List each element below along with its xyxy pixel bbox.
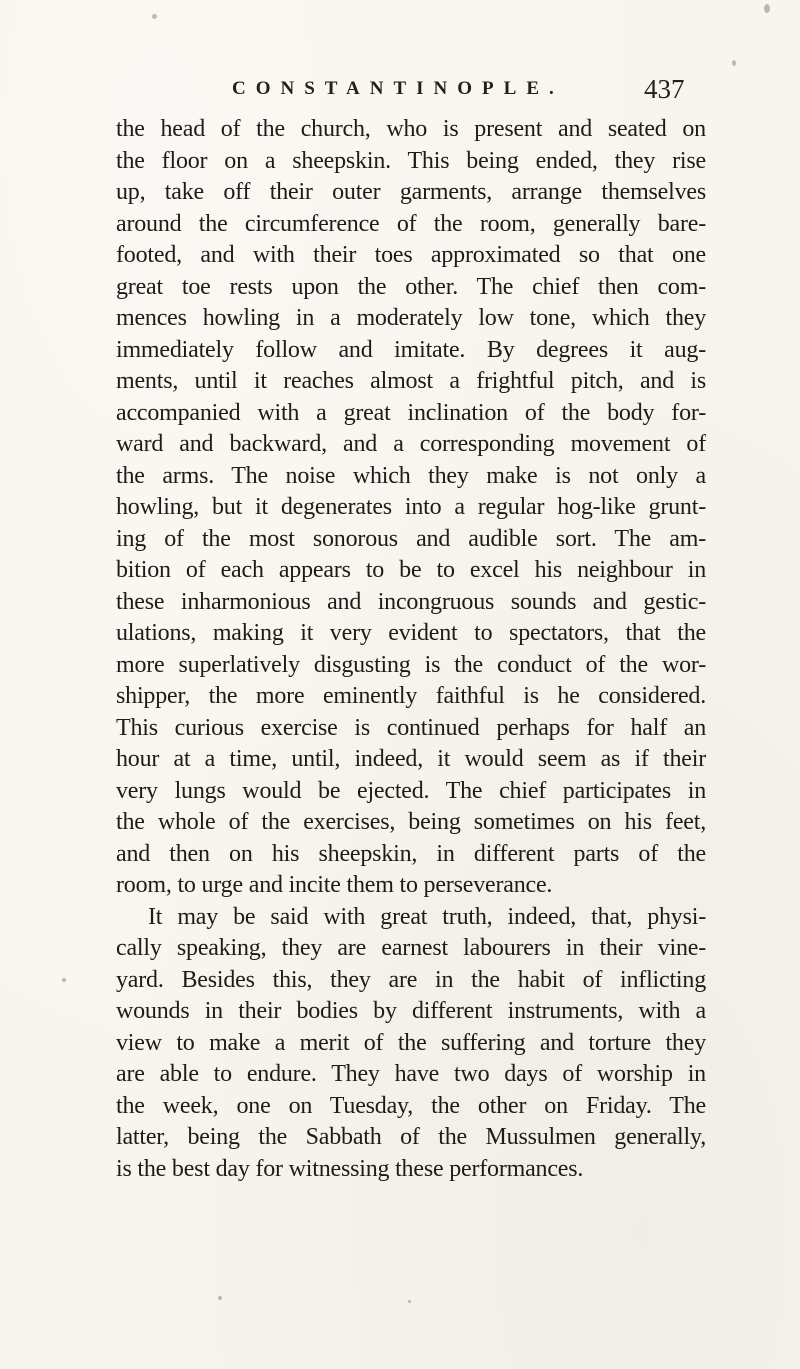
text-line: more superlatively disgusting is the conduct of the wor- [116,651,706,678]
text-line: mences howling in a moderately low tone, which they [116,305,706,331]
body-text [116,114,706,1185]
text-line: very lungs would be ejected. The chief participates in [116,777,706,804]
running-head [0,72,800,108]
text-line: hour at a time, until, indeed, it would seem as if their [116,746,706,772]
text-line: great toe rests upon the other. The chief then com- [116,273,706,300]
paper-speck [152,14,157,19]
text-line: up, take off their outer garments, arrange themselves [116,179,706,205]
paper-speck [732,60,736,66]
text-line: ulations, making it very evident to spectators, that the [116,620,706,646]
text-line: the week, one on Tuesday, the other on Friday. The [116,1092,706,1119]
paper-speck [218,1296,222,1300]
paragraph-end-line: room, to urge and incite them to perseverance. [116,872,553,898]
text-line: accompanied with a great inclination of the body for- [116,399,706,426]
paper-speck [764,4,770,13]
text-line: around the circumference of the room, generally bare- [116,210,706,237]
text-line: bition of each appears to be to excel his neighbour in [116,557,706,583]
page-number: 437 [644,74,685,104]
text-line: ing of the most sonorous and audible sort. The am- [116,525,706,552]
text-line: wounds in their bodies by different instruments, with a [116,998,706,1024]
text-line: shipper, the more eminently faithful is he considered. [116,683,706,709]
paragraph-start-line: It may be said with great truth, indeed, that, physi- [148,903,706,930]
text-line: cally speaking, they are earnest labourers in their vine- [116,935,706,961]
text-line: the head of the church, who is present and seated on [116,116,706,142]
text-line: footed, and with their toes approximated so that one [116,242,706,268]
text-line: howling, but it degenerates into a regular hog-like grunt- [116,494,706,520]
text-line: latter, being the Sabbath of the Mussulmen generally, [116,1124,706,1150]
text-line: these inharmonious and incongruous sounds and gestic- [116,588,706,615]
text-line: the arms. The noise which they make is not only a [116,462,706,489]
text-line: ward and backward, and a corresponding movement of [116,431,706,457]
paper-speck [62,978,66,982]
text-line: immediately follow and imitate. By degrees it aug- [116,336,706,363]
text-line: and then on his sheepskin, in different parts of the [116,840,706,867]
text-line: the whole of the exercises, being sometimes on his feet, [116,809,706,835]
paragraph-end-line: is the best day for witnessing these performances. [116,1155,584,1182]
text-line: yard. Besides this, they are in the habit of inflicting [116,966,706,993]
text-line: ments, until it reaches almost a frightful pitch, and is [116,368,706,394]
text-line: the floor on a sheepskin. This being ended, they rise [116,147,706,174]
text-line: view to make a merit of the suffering and torture they [116,1029,706,1056]
paper-speck [408,1300,411,1303]
text-line: This curious exercise is continued perhaps for half an [116,714,706,741]
text-line: are able to endure. They have two days of worship in [116,1061,706,1087]
running-head-title: CONSTANTINOPLE. [232,78,564,99]
